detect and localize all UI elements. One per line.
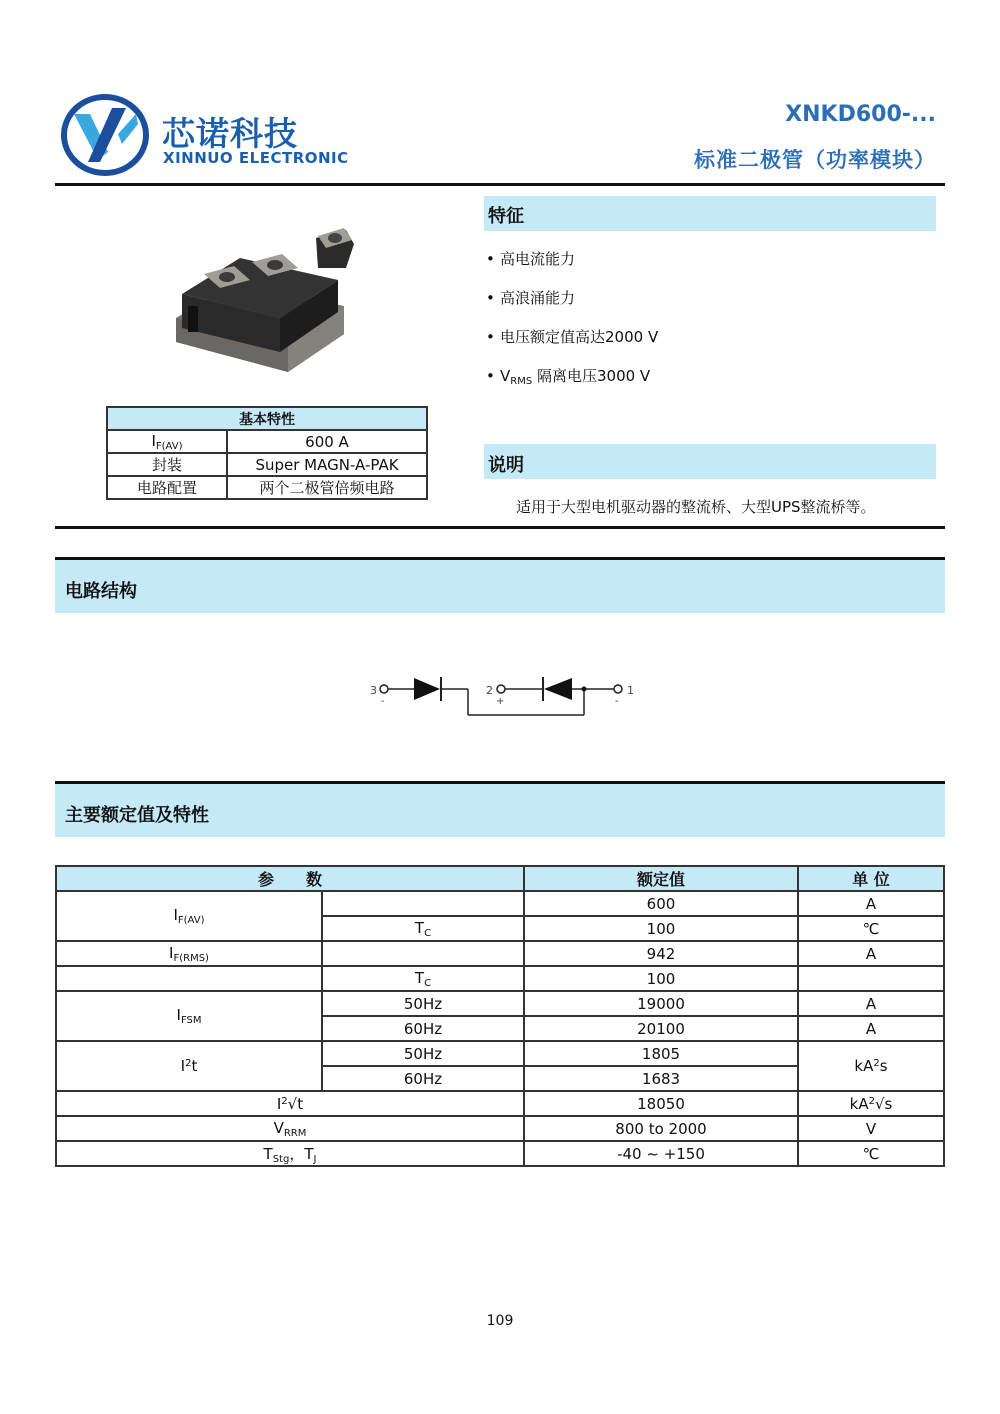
param-empty xyxy=(56,966,322,991)
description-text: 适用于大型电机驱动器的整流桥、大型UPS整流桥等。 xyxy=(516,498,876,516)
ratings-header xyxy=(55,784,945,837)
value-cell: 600 xyxy=(524,891,798,916)
col-header-unit: 单 位 xyxy=(798,866,944,891)
basic-table-title: 基本特性 xyxy=(107,407,427,430)
product-module-image xyxy=(168,222,358,384)
diode-1-symbol xyxy=(414,678,440,700)
unit-cell: $kA^2s$ xyxy=(798,1041,944,1091)
pin-3-label: 3 xyxy=(370,684,377,697)
features-title: 特征 xyxy=(488,206,524,227)
unit-cell xyxy=(798,966,944,991)
pin-2-terminal xyxy=(497,685,505,693)
cond-empty xyxy=(322,941,524,966)
table-row xyxy=(56,891,944,916)
pin-3-sign: - xyxy=(381,696,385,707)
unit-cell: A xyxy=(798,941,944,966)
page-number: 109 xyxy=(486,1313,514,1329)
unit-cell: A xyxy=(798,1016,944,1041)
basic-label-package: 封装 xyxy=(107,453,227,476)
pin-1-sign: - xyxy=(615,696,619,707)
basic-characteristics-table xyxy=(106,406,428,500)
cond-cell: 60Hz xyxy=(322,1066,524,1091)
pin-2-label: 2 xyxy=(486,684,493,697)
table-row xyxy=(56,941,944,966)
table-row xyxy=(56,1141,944,1166)
param-i2rt: $I^2√t$ xyxy=(56,1091,524,1116)
value-cell: 100 xyxy=(524,916,798,941)
value-cell: 18050 xyxy=(524,1091,798,1116)
unit-cell: V xyxy=(798,1116,944,1141)
unit-cell: $kA^2√s$ xyxy=(798,1091,944,1116)
param-vrrm: $V_{RRM}$ xyxy=(56,1116,524,1141)
value-cell: 19000 xyxy=(524,991,798,1016)
ratings-table xyxy=(55,865,945,1167)
product-subtitle: 标准二极管（功率模块） xyxy=(694,148,936,172)
diode-2-symbol xyxy=(544,678,572,700)
circuit-title: 电路结构 xyxy=(65,581,137,602)
ratings-title: 主要额定值及特性 xyxy=(65,805,209,826)
basic-value-config: 两个二极管倍频电路 xyxy=(227,476,427,499)
value-cell: 1805 xyxy=(524,1041,798,1066)
basic-value-package: Super MAGN-A-PAK xyxy=(227,453,427,476)
col-header-param: 参 数 xyxy=(56,866,524,891)
param-ifrms: $I_{F(RMS)}$ xyxy=(56,941,322,966)
table-row xyxy=(107,453,427,476)
table-row xyxy=(56,991,944,1016)
value-cell: 942 xyxy=(524,941,798,966)
pin-2-sign: + xyxy=(496,696,505,707)
cond-empty xyxy=(322,891,524,916)
description-title: 说明 xyxy=(488,455,524,476)
list-item: • 高电流能力 xyxy=(486,250,576,268)
value-cell: 20100 xyxy=(524,1016,798,1041)
unit-cell: ℃ xyxy=(798,1141,944,1166)
pin-3-terminal xyxy=(380,685,388,693)
value-cell: -40 ~ +150 xyxy=(524,1141,798,1166)
table-row xyxy=(56,1116,944,1141)
header-rule xyxy=(55,183,945,186)
brand-name-cn: 芯诺科技 xyxy=(162,114,298,153)
basic-label-config: 电路配置 xyxy=(107,476,227,499)
cond-cell: 60Hz xyxy=(322,1016,524,1041)
brand-logo xyxy=(60,94,150,176)
model-number: XNKD600-... xyxy=(785,102,936,127)
pin-1-label: 1 xyxy=(627,684,634,697)
features-header xyxy=(484,196,936,231)
table-header-row xyxy=(56,866,944,891)
col-header-value: 额定值 xyxy=(524,866,798,891)
value-cell: 800 to 2000 xyxy=(524,1116,798,1141)
features-list xyxy=(486,248,658,404)
param-ifav: $I_{F(AV)}$ xyxy=(56,891,322,941)
table-row xyxy=(107,476,427,499)
table-row xyxy=(56,1041,944,1066)
cond-tc: $T_C$ xyxy=(322,966,524,991)
basic-value-ifav: 600 A xyxy=(227,430,427,453)
unit-cell: ℃ xyxy=(798,916,944,941)
section-rule xyxy=(55,526,945,529)
value-cell: 1683 xyxy=(524,1066,798,1091)
cond-cell: 50Hz xyxy=(322,1041,524,1066)
circuit-header xyxy=(55,560,945,613)
table-row xyxy=(56,1091,944,1116)
list-item: • 电压额定值高达2000 V xyxy=(486,328,659,346)
unit-cell: A xyxy=(798,891,944,916)
basic-label-ifav: $I_{F(AV)}$ xyxy=(107,430,227,453)
param-i2t: $I^2t$ xyxy=(56,1041,322,1091)
list-item: • 高浪涌能力 xyxy=(486,289,576,307)
brand-name-en: XINNUO ELECTRONIC xyxy=(163,149,349,167)
cond-tc: $T_C$ xyxy=(322,916,524,941)
list-item: • $V_{RMS}$ 隔离电压3000 V xyxy=(486,367,651,387)
circuit-diagram xyxy=(360,668,650,728)
table-row xyxy=(56,966,944,991)
value-cell: 100 xyxy=(524,966,798,991)
description-header xyxy=(484,444,936,479)
unit-cell: A xyxy=(798,991,944,1016)
table-row xyxy=(107,430,427,453)
pin-1-terminal xyxy=(614,685,622,693)
cond-cell: 50Hz xyxy=(322,991,524,1016)
param-tstg-tj: $T_{Stg}$，$T_J$ xyxy=(56,1141,524,1166)
param-ifsm: $I_{FSM}$ xyxy=(56,991,322,1041)
